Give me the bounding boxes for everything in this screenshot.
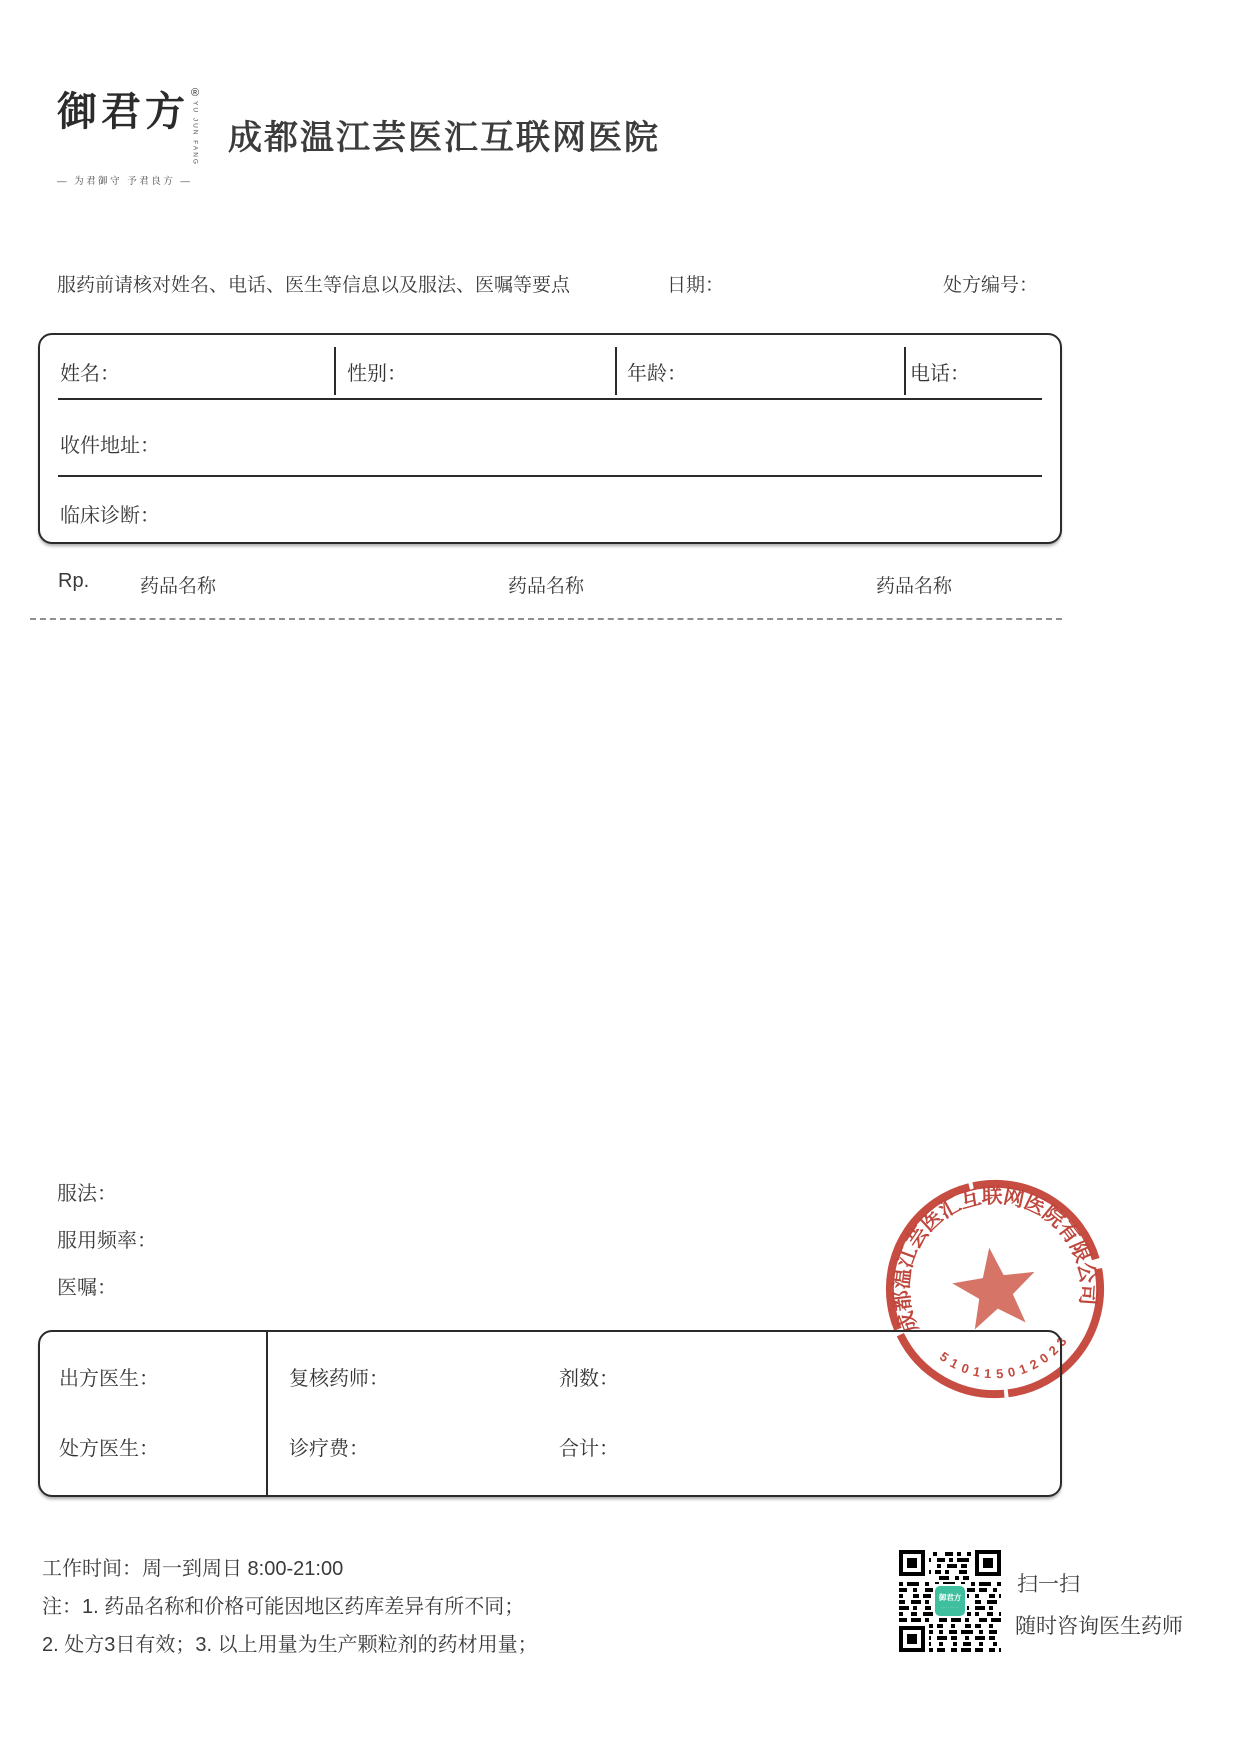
patient-phone-label: 电话： — [910, 363, 970, 385]
shipping-address-label: 收件地址： — [60, 435, 160, 457]
row-divider — [58, 398, 1042, 400]
column-divider — [266, 1332, 268, 1495]
seal-serial-number: 510115012023 — [937, 1330, 1073, 1382]
rp-label: Rp. — [58, 570, 90, 592]
qr-logo-subtext: ····· ····· — [940, 1606, 960, 1610]
red-star-icon — [948, 1242, 1041, 1332]
drug-name-column-header: 药品名称 — [876, 576, 953, 597]
total-label: 合计： — [559, 1438, 619, 1460]
prescription-number-label: 处方编号： — [943, 275, 1039, 296]
reviewing-pharmacist-label: 复核药师： — [289, 1368, 389, 1390]
drug-name-column-header: 药品名称 — [508, 576, 585, 597]
issuing-doctor-label: 出方医生： — [59, 1368, 159, 1390]
drug-name-column-header: 药品名称 — [140, 576, 217, 597]
row-divider — [58, 475, 1042, 477]
doctor-advice-label: 医嘱： — [57, 1277, 117, 1299]
brand-logo-subtext: YU JUN FANG — [191, 101, 199, 166]
note-line-1: 注：1. 药品名称和价格可能因地区药库差异有所不同； — [42, 1596, 525, 1618]
working-hours-text: 工作时间：周一到周日 8:00-21:00 — [42, 1558, 344, 1580]
brand-tagline: — 为君御守 予君良方 — — [57, 175, 193, 187]
patient-name-label: 姓名： — [60, 363, 120, 385]
usage-frequency-label: 服用频率： — [57, 1230, 157, 1252]
qr-center-logo — [933, 1584, 967, 1618]
usage-method-label: 服法： — [57, 1183, 117, 1205]
consult-anytime-label: 随时咨询医生药师 — [1015, 1615, 1183, 1638]
scan-qr-label: 扫一扫 — [1017, 1573, 1080, 1596]
hospital-name-title: 成都温江芸医汇互联网医院 — [228, 119, 660, 157]
registered-trademark-icon: ® — [191, 87, 200, 99]
brand-logo-text: 御君方 — [57, 88, 189, 135]
column-divider — [904, 347, 906, 395]
patient-info-box — [38, 333, 1062, 544]
prescribing-doctor-label: 处方医生： — [59, 1438, 159, 1460]
column-divider — [615, 347, 617, 395]
seal-org-name: 成都温江芸医汇互联网医院有限公司 — [890, 1184, 1100, 1336]
qr-logo-text: 御君方 — [938, 1593, 962, 1602]
date-label: 日期： — [667, 275, 725, 296]
patient-age-label: 年龄： — [627, 363, 687, 385]
qr-code — [897, 1548, 1003, 1654]
patient-gender-label: 性别： — [347, 363, 407, 385]
brand-logo — [57, 87, 237, 187]
dashed-separator — [30, 618, 1062, 620]
doses-label: 剂数： — [559, 1368, 619, 1390]
medication-check-reminder: 服药前请核对姓名、电话、医生等信息以及服法、医嘱等要点 — [57, 275, 571, 296]
column-divider — [334, 347, 336, 395]
note-line-2: 2. 处方3日有效；3. 以上用量为生产颗粒剂的药材用量； — [42, 1634, 538, 1656]
clinical-diagnosis-label: 临床诊断： — [60, 505, 160, 527]
consult-fee-label: 诊疗费： — [289, 1438, 369, 1460]
signature-fee-table — [38, 1330, 1062, 1497]
